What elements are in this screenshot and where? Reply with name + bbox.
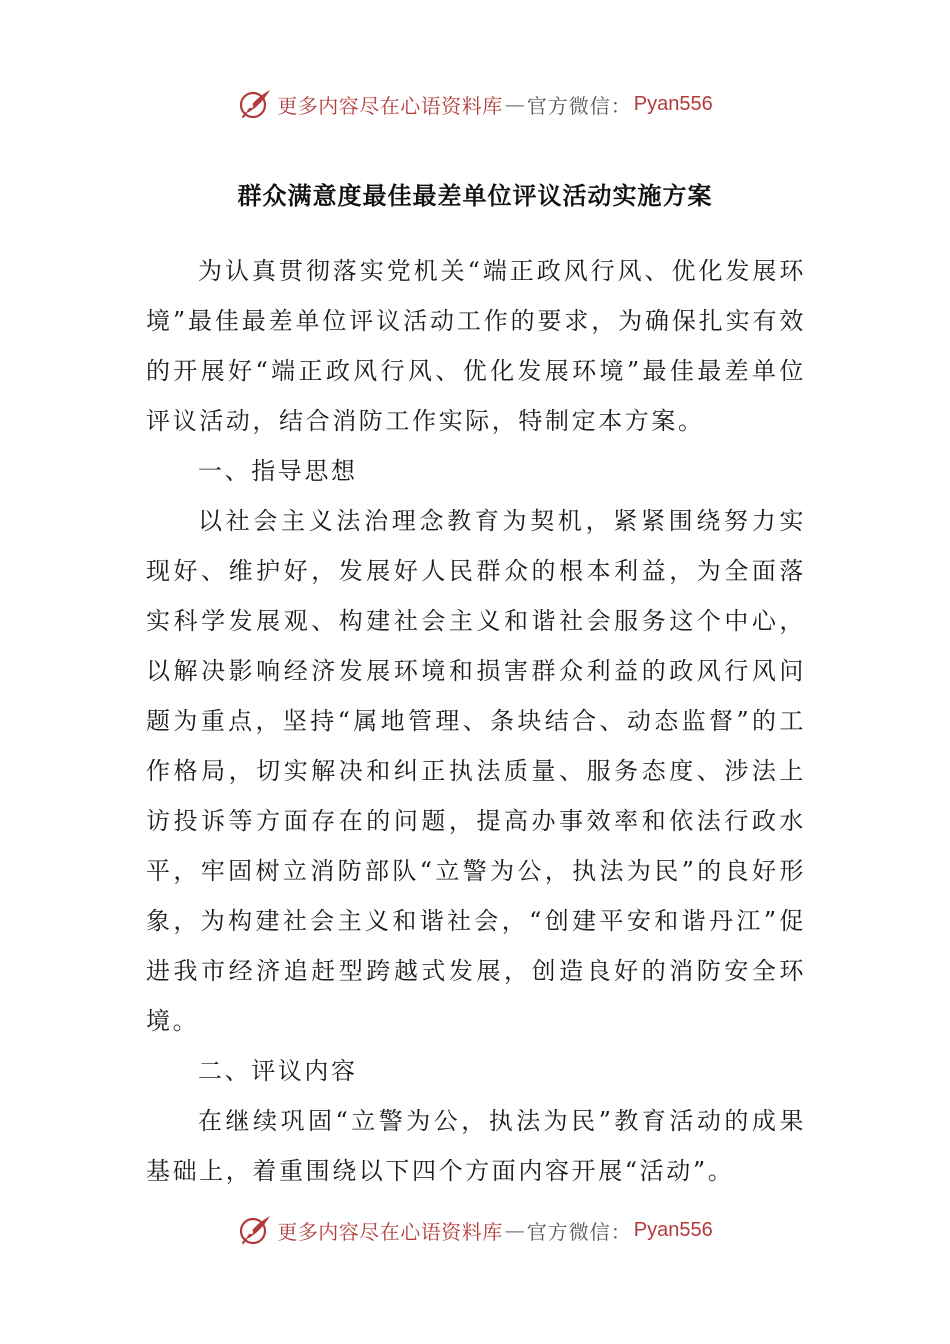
document-title: 群众满意度最佳最差单位评议活动实施方案 <box>237 182 713 210</box>
banner-wechat-label: 官方微信： <box>526 93 632 118</box>
document-body <box>146 246 806 1196</box>
quill-pen-logo-icon <box>237 1212 273 1248</box>
banner-slogan: 更多内容尽在心语资料库 <box>277 1219 503 1244</box>
section-heading-review-content: 二、评议内容 <box>198 1057 358 1085</box>
banner-wechat-label: 官方微信： <box>526 1219 632 1244</box>
banner-separator: — <box>504 1218 525 1242</box>
quill-pen-logo-icon <box>237 86 273 122</box>
paragraph-review-content: 在继续巩固“立警为公，执法为民”教育活动的成果基础上，着重围绕以下四个方面内容开展“活动”。 <box>146 1107 806 1185</box>
banner-slogan: 更多内容尽在心语资料库 <box>277 93 503 118</box>
footer-banner <box>0 1210 950 1250</box>
paragraph-guiding-ideology: 以社会主义法治理念教育为契机，紧紧围绕努力实现好、维护好，发展好人民群众的根本利益，为全面落实科学发展观、构建社会主义和谐社会服务这个中心，以解决影响经济发展环境和损害群众利益的政风行风问题为重点，坚持“属地管理、条块结合、动态监督”的工作格局，切实解决和纠正执法质量、服务态度、涉法上访投诉等方面存在的问题，提高办事效率和依法行政水平，牢固树立消防部队“立警为公，执法为民”的良好形象，为构建社会主义和谐社会，“创建平安和谐丹江”促进我市经济追赶型跨越式发展，创造良好的消防安全环境。 <box>146 507 806 1035</box>
header-banner <box>0 84 950 124</box>
section-heading-guiding-ideology: 一、指导思想 <box>198 457 358 485</box>
banner-wechat-id: Pyan556 <box>633 92 713 115</box>
banner-separator: — <box>504 92 525 116</box>
banner-wechat-id: Pyan556 <box>633 1218 713 1241</box>
paragraph-intro: 为认真贯彻落实党机关“端正政风行风、优化发展环境”最佳最差单位评议活动工作的要求，为确保扎实有效的开展好“端正政风行风、优化发展环境”最佳最差单位评议活动，结合消防工作实际，特制定本方案。 <box>146 257 806 435</box>
